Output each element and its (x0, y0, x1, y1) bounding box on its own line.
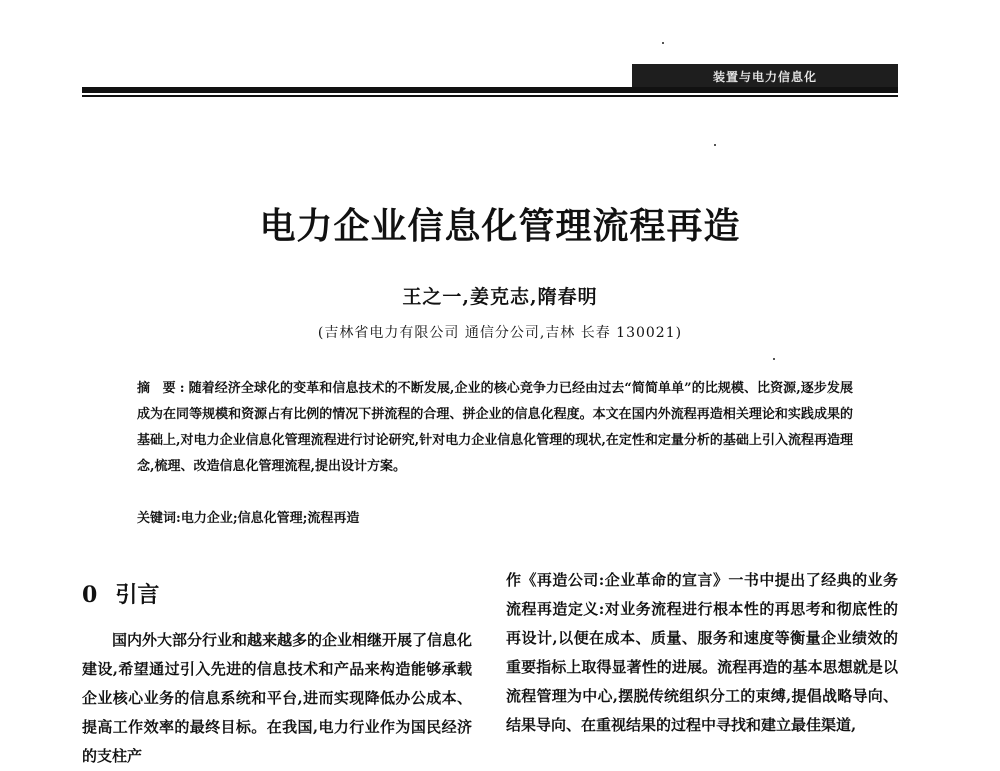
section-heading (82, 578, 159, 609)
article-authors: 王之一,姜克志,隋春明 (402, 286, 598, 308)
section-number: 0 (82, 582, 98, 608)
keywords-label: 关键词: (137, 511, 181, 526)
scan-speck (773, 358, 775, 360)
abstract-label: 摘 要: (137, 381, 189, 396)
header-rule-thin (82, 95, 898, 97)
keywords-text: 电力企业;信息化管理;流程再造 (180, 511, 360, 526)
abstract-text: 随着经济全球化的变革和信息技术的不断发展,企业的核心竞争力已经由过去“简简单单”的比规模、比资源,逐步发展成为在同等规模和资源占有比例的情况下拼流程的合理、拼企业的信息化程度。本文在国内外流程再造相关理论和实践成果的基础上,对电力企业信息化管理流程进行讨论研究,针对电力企业信息化管理的现状,在定性和定量分析的基础上引入流程再造理念,梳理、改造信息化管理流程,提出设计方案。 (137, 381, 853, 474)
section-title: 引言 (115, 582, 160, 608)
body-paragraph: 国内外大部分行业和越来越多的企业相继开展了信息化建设,希望通过引入先进的信息技术和产品来构造能够承载企业核心业务的信息系统和平台,进而实现降低办公成本、提高工作效率的最终目标。在我国,电力行业作为国民经济的支柱产 (82, 631, 473, 765)
body-paragraph: 作《再造公司:企业革命的宣言》一书中提出了经典的业务流程再造定义:对业务流程进行根本性的再思考和彻底性的再设计,以便在成本、质量、服务和速度等衡量企业绩效的重要指标上取得显著性的进展。流程再造的基本思想就是以流程管理为中心,摆脱传统组织分工的束缚,提倡战略导向、结果导向、在重视结果的过程中寻找和建立最佳渠道, (506, 571, 898, 734)
journal-header-band: 装置与电力信息化 (632, 64, 898, 88)
body-right-column (506, 566, 898, 740)
article-affiliation: (吉林省电力有限公司 通信分公司,吉林 长春 130021) (317, 325, 683, 341)
header-rule-thick (82, 87, 898, 93)
body-left-column (82, 626, 472, 771)
scan-speck (714, 144, 716, 146)
keywords (137, 506, 853, 532)
scan-speck (662, 42, 664, 44)
article-title: 电力企业信息化管理流程再造 (259, 205, 741, 247)
abstract (137, 376, 853, 480)
